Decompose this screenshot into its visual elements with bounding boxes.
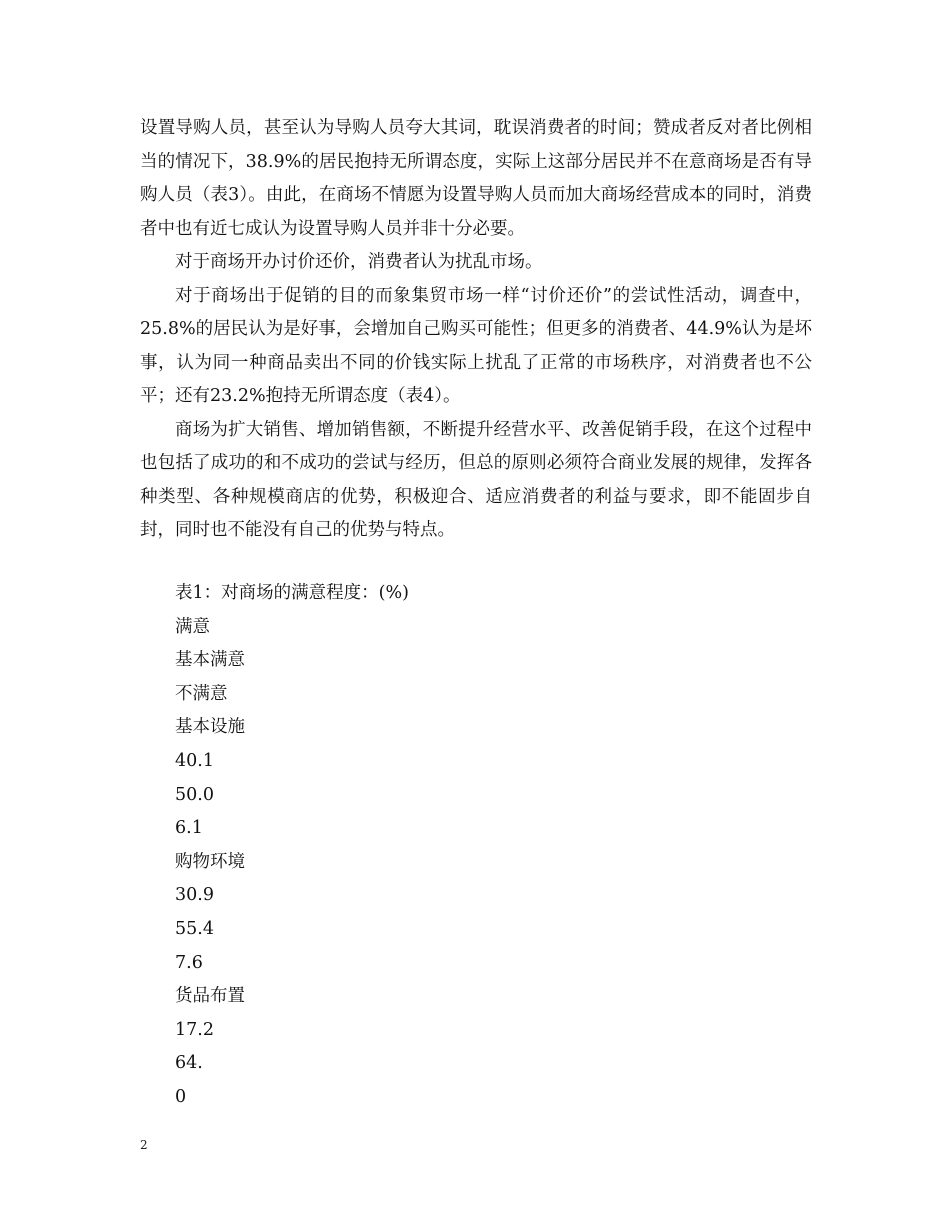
paragraph-conclusion: 商场为扩大销售、增加销售额，不断提升经营水平、改善促销手段，在这个过程中也包括了成功的和不成功的尝试与经历，但总的原则必须符合商业发展的规律，发挥各种类型、各种规模商店的优势，积极迎合、适应消费者的利益与要求，即不能固步自封，同时也不能没有自己的优势与特点。 (140, 419, 812, 540)
table-row-label-goods-layout: 货品布置 (175, 986, 245, 1007)
table-1-lines (175, 577, 775, 1115)
page-number: 2 (140, 1138, 148, 1152)
table-cell: 7.6 (175, 952, 203, 973)
table-cell: 40.1 (175, 750, 214, 771)
paragraph-bargaining-survey: 对于商场出于促销的目的而象集贸市场一样“讨价还价”的尝试性活动，调查中，25.8%的居民认为是好事，会增加自己购买可能性；但更多的消费者、44.9%认为是坏事，认为同一种商品卖出不同的价钱实际上扰乱了正常的市场秩序，对消费者也不公平；还有23.2%抱持无所谓态度（表4）。 (140, 285, 812, 406)
body-text (140, 112, 812, 548)
table-row-label-facilities: 基本设施 (175, 717, 245, 738)
table-cell: 17.2 (175, 1019, 214, 1040)
table-cell: 50.0 (175, 784, 214, 805)
paragraph-bargaining-heading: 对于商场开办讨价还价，消费者认为扰乱市场。 (175, 252, 543, 272)
paragraph-guide-staff: 设置导购人员，甚至认为导购人员夸大其词，耽误消费者的时间；赞成者反对者比例相当的情况下，38.9%的居民抱持无所谓态度，实际上这部分居民并不在意商场是否有导购人员（表3）。由此，在商场不情愿为设置导购人员而加大商场经营成本的同时，消费者中也有近七成认为设置导购人员并非十分必要。 (140, 118, 812, 239)
table-row-label-environment: 购物环境 (175, 851, 245, 872)
table-cell: 64. (175, 1053, 203, 1074)
table-cell: 30.9 (175, 885, 214, 906)
table-header-satisfied: 满意 (175, 616, 210, 637)
table-caption: 表1：对商场的满意程度：(%) (175, 583, 409, 603)
table-cell: 55.4 (175, 918, 214, 939)
table-cell: 0 (175, 1086, 187, 1107)
table-cell: 6.1 (175, 818, 203, 839)
table-header-mostly-satisfied: 基本满意 (175, 650, 245, 671)
table-header-unsatisfied: 不满意 (175, 683, 228, 704)
